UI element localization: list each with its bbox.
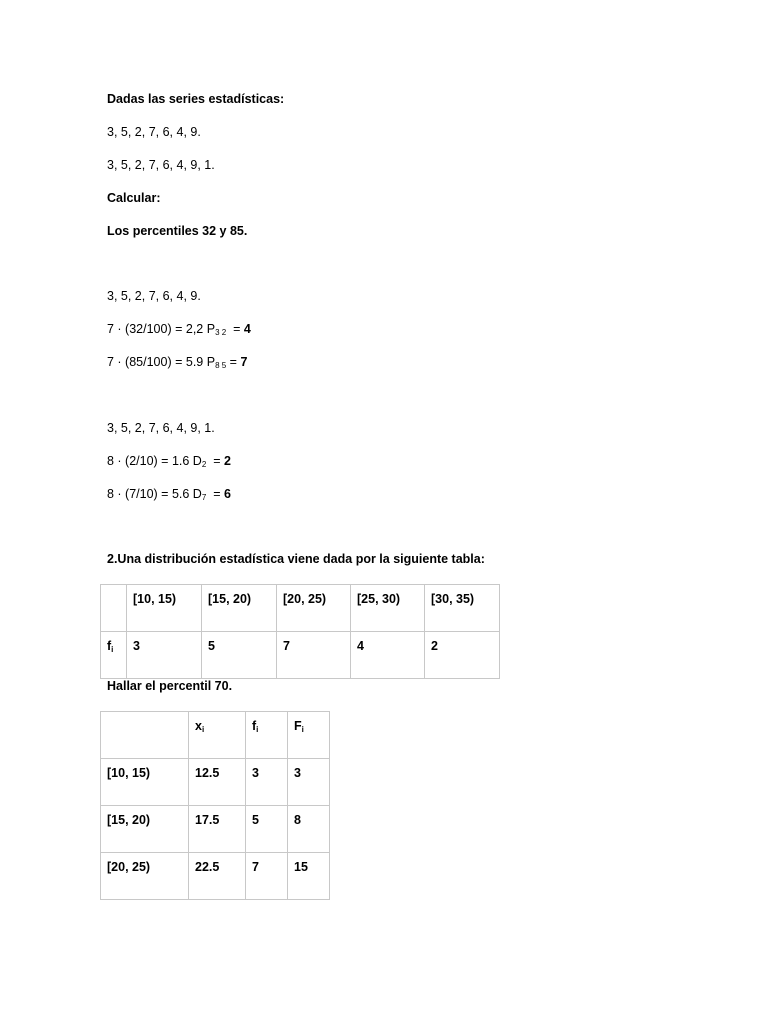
table-cell: 17.5 <box>189 806 246 853</box>
row-label-subscript: i <box>111 645 114 654</box>
table-row <box>101 632 500 679</box>
column-header-subscript: i <box>201 725 205 734</box>
table-cell <box>246 712 288 759</box>
table-cell: [15, 20) <box>101 806 189 853</box>
decile-2-subscript: 2 <box>201 460 207 469</box>
table-cell: [30, 35) <box>425 585 500 632</box>
table-cell <box>189 712 246 759</box>
column-header-subscript: i <box>301 725 304 734</box>
percentile-32-subscript: 3 2 <box>215 328 227 337</box>
percentile-32-expression: 7 · (32/100) = 2,2 P <box>107 322 216 336</box>
decile-7-expression: 8 · (7/10) = 5.6 D <box>107 487 202 501</box>
percentile-85-expression: 7 · (85/100) = 5.9 P <box>107 355 216 369</box>
table-cell <box>101 585 127 632</box>
series-two: 3, 5, 2, 7, 6, 4, 9, 1. <box>107 158 215 172</box>
frequency-table <box>100 584 500 679</box>
question-text: Hallar el percentil 70. <box>107 679 233 693</box>
percentile-32-result: 4 <box>243 322 251 336</box>
table-cell: 15 <box>288 853 330 900</box>
decile-2-equals: = <box>206 454 225 468</box>
table-row <box>101 712 330 759</box>
table-cell: 7 <box>246 853 288 900</box>
solution-one-series: 3, 5, 2, 7, 6, 4, 9. <box>107 289 201 303</box>
decile-2-result: 2 <box>224 454 231 468</box>
column-header-subscript: i <box>256 725 259 734</box>
percentile-85-subscript: 8 5 <box>215 361 227 370</box>
percentile-32-line <box>107 322 251 337</box>
table-cell: 3 <box>246 759 288 806</box>
column-header: F <box>294 719 302 733</box>
table-cell <box>288 712 330 759</box>
decile-7-result: 6 <box>224 487 231 501</box>
solution-two-series: 3, 5, 2, 7, 6, 4, 9, 1. <box>107 421 215 435</box>
table-row <box>101 853 330 900</box>
table-cell <box>101 712 189 759</box>
decile-7-equals: = <box>206 487 225 501</box>
decile-2-line <box>107 454 231 469</box>
percentile-85-result: 7 <box>240 355 248 369</box>
decile-7-line <box>107 487 231 502</box>
table-cell: 5 <box>246 806 288 853</box>
table-cell: 3 <box>127 632 202 679</box>
table-cell: 4 <box>351 632 425 679</box>
decile-2-expression: 8 · (2/10) = 1.6 D <box>107 454 202 468</box>
percentile-32-equals: = <box>226 322 244 336</box>
table-cell: 7 <box>277 632 351 679</box>
column-header: f <box>252 719 257 733</box>
table-cell: 2 <box>425 632 500 679</box>
task-text: Los percentiles 32 y 85. <box>107 224 248 238</box>
table-cell: [10, 15) <box>127 585 202 632</box>
column-header: x <box>195 719 202 733</box>
percentile-85-line <box>107 355 247 370</box>
table-cell: [20, 25) <box>277 585 351 632</box>
table-cell: 8 <box>288 806 330 853</box>
table-cell: 12.5 <box>189 759 246 806</box>
table-cell <box>101 632 127 679</box>
decile-7-subscript: 7 <box>201 493 207 502</box>
cumulative-frequency-table <box>100 711 330 900</box>
table-cell: [20, 25) <box>101 853 189 900</box>
percentile-85-equals: = <box>226 355 241 369</box>
table-cell: 5 <box>202 632 277 679</box>
table-cell: 22.5 <box>189 853 246 900</box>
row-label: f <box>107 639 112 653</box>
problem-two-title: 2.Una distribución estadística viene dada por la siguiente tabla: <box>107 552 485 566</box>
table-cell: 3 <box>288 759 330 806</box>
table-cell: [25, 30) <box>351 585 425 632</box>
series-one: 3, 5, 2, 7, 6, 4, 9. <box>107 125 201 139</box>
table-row <box>101 806 330 853</box>
table-row <box>101 585 500 632</box>
statement-heading: Dadas las series estadísticas: <box>107 92 285 106</box>
table-row <box>101 759 330 806</box>
calculate-label: Calcular: <box>107 191 161 205</box>
table-cell: [10, 15) <box>101 759 189 806</box>
table-cell: [15, 20) <box>202 585 277 632</box>
